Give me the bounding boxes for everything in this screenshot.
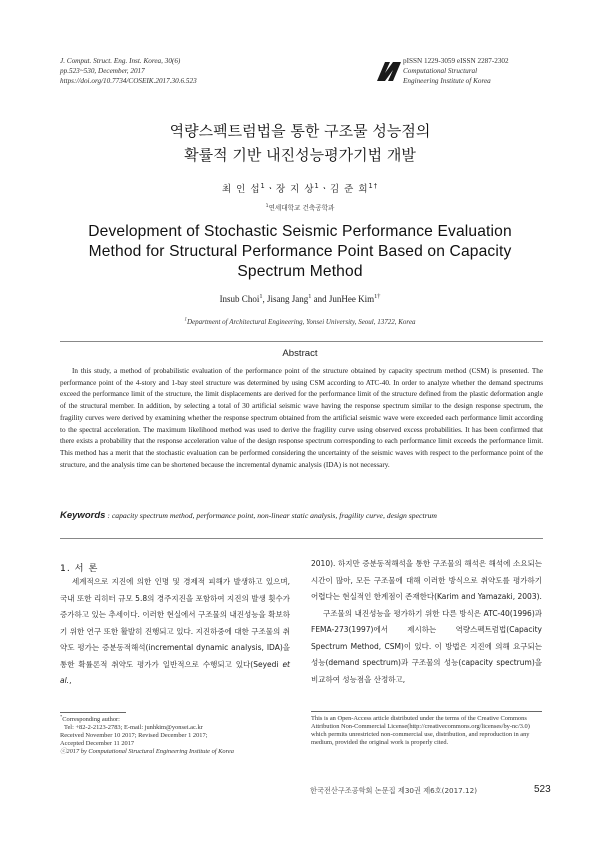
paragraph: 2010). 하지만 증분동적해석을 통한 구조물의 해석은 해석에 소요되는 시간이 많아, 모든 구조물에 대해 이러한 방식으로 취약도를 평가하기 어렵다는 현실적인 한계점이 존재한다(Karim and Yamazaki, 2003).: [311, 559, 542, 601]
paragraph-text-end: ,: [69, 676, 72, 685]
page-number: 523: [534, 784, 551, 795]
abstract-heading: Abstract: [282, 348, 318, 359]
open-access-notice: This is an Open-Access article distributed under the terms of the Creative Commons Attribution Non-Commercial License(http://creativecommons.org/licenses/by-nc/3.0) which permits unrestricted non-commercial use, distribution, and reproduction in any medium, provided the original work is properly cited.: [311, 715, 530, 747]
keywords-separator: :: [105, 511, 112, 520]
keywords-bottom-rule: [60, 538, 543, 539]
keywords-label: Keywords: [60, 510, 106, 521]
author-ko-2-sup: 1: [314, 181, 320, 190]
corresponding-author-label: Corresponding author:: [62, 716, 120, 723]
body-column-right: [311, 556, 542, 688]
english-title: [40, 222, 560, 282]
journal-logo-icon: [376, 60, 402, 82]
doi-link[interactable]: https://doi.org/10.7734/COSEIK.2017.30.6.523: [60, 76, 197, 85]
section-heading-introduction: 1. 서 론: [60, 563, 99, 574]
abstract-body: In this study, a method of probabilistic evaluation of the performance point of the structure obtained by capacity spectrum method (CSM) is presented. The performance point of the 4-story and 1-bay steel structure was determined by using CSM according to ATC-40. In order to analyze whether the demand spectrums exceed the performance limit of the structure, the limit displacements are derived for the performance limit of the structure defined from the plastic deformation angle of the structural member. In addition, by selecting a total of 30 artificial seismic wave having the response spectrum similar to the design response spectrum, the fragility curves were derived by examining whether the response spectrum obtained from the artificial seismic wave were exceeded each performance limit according to the spectral acceleration. The maximum likelihood method was used to derive the fragility curve using observed excess probabilities. It has been confirmed that there exists a probability that the response acceleration value of the design response spectrum corresponding to each performance limit exceeds the performance limit. This method has a merit that the stochastic evaluation can be performed considering the uncertainty of the seismic waves with respect to the performance point of the structure, and the analysis time can be shortened because the incremental dynamic analysis (IDA) is not necessary.: [60, 367, 543, 469]
body-column-left: [60, 574, 290, 690]
paragraph: 구조물의 내진성능을 평가하기 위한 다른 방식은 ATC-40(1996)과 FEMA-273(1997)에서 제시하는 역량스펙트럼법(Capacity Spectrum Method, CSM)이 있다. 이 방법은 지진에 의해 요구되는 성능(demand spectrum)과 구조물의 성능(capacity spectrum)을 비교하여 성능점을 산정하고,: [311, 608, 542, 684]
footnote-corresponding: [60, 713, 292, 756]
affiliation-sup: 1: [265, 203, 269, 209]
english-title-line1: Development of Stochastic Seismic Performance Evaluation: [88, 223, 512, 240]
author-en-1: Insub Choi: [219, 294, 260, 304]
affiliation-en-sup: 1: [184, 317, 187, 323]
author-en-3-sup: 1†: [374, 293, 381, 300]
contact-line: Tel: +82-2-2123-2783; E-mail: junhkim@yonsei.ac.kr: [64, 724, 203, 732]
journal-issn-block: [403, 57, 509, 86]
accepted-line: Accepted December 11 2017: [60, 740, 135, 748]
author-en-2: , Jisang Jang: [262, 294, 309, 304]
author-separator: ㆍ: [265, 184, 276, 195]
korean-authors: [0, 181, 600, 195]
journal-citation: [60, 57, 197, 86]
society-name-line1: Computational Structural: [403, 66, 478, 75]
journal-citation-line: J. Comput. Struct. Eng. Inst. Korea, 30(6): [60, 57, 181, 65]
affiliation-en-text: Department of Architectural Engineering, Yonsei University, Seoul, 13722, Korea: [186, 318, 416, 326]
paragraph: [60, 574, 290, 690]
author-ko-3-sup: 1†: [368, 181, 379, 190]
citation-et-al: et al.: [60, 659, 290, 685]
korean-title-line1: 역량스펙트럼법을 통한 구조물 성능점의: [169, 122, 431, 140]
abstract-top-rule: [60, 341, 543, 342]
author-ko-3: 김 준 희: [329, 184, 369, 195]
keywords: [60, 510, 543, 522]
footnote-rule-left: [60, 712, 126, 713]
author-en-3: and JunHee Kim: [311, 294, 375, 304]
english-title-line3: Spectrum Method: [237, 263, 363, 280]
copyright-line: ⓒ2017 by Computational Structural Engineering Institute of Korea: [60, 748, 234, 756]
english-authors: [0, 294, 600, 304]
paragraph-text: 세계적으로 지진에 의한 인명 및 경제적 피해가 발생하고 있으며, 국내 또한 리히터 규모 5.8의 경주지진을 포함하여 지진의 발생 횟수가 증가하고 있는 추세이다. 이러한 현실에서 구조물의 내진성능을 확보하기 위한 연구 또한 활발히 진행되고 있다. 지진하중에 대한 구조물의 취약도 평가는 증분동적해석(incremental dynamic analysis, IDA)을 통한 확률론적 취약도 평가가 일반적으로 수행되고 있다(Seyedi: [60, 577, 290, 669]
korean-title-line2: 확률적 기반 내진성능평가기법 개발: [184, 146, 416, 164]
korean-affiliation: [0, 202, 600, 212]
korean-title: [0, 119, 600, 167]
society-name-line2: Engineering Institute of Korea: [403, 76, 491, 85]
affiliation-ko-text: 연세대학교 건축공학과: [268, 204, 335, 212]
author-en-1-sup: 1: [259, 293, 263, 300]
footer-journal-name: 한국전산구조공학회 논문집 제30권 제6호(2017.12): [310, 786, 477, 795]
received-line: Received November 10 2017; Revised December 1 2017;: [60, 732, 208, 740]
keywords-text: capacity spectrum method, performance point, non-linear static analysis, fragility curve, design spectrum: [111, 511, 437, 520]
author-ko-1: 최 인 섭: [221, 184, 261, 195]
author-ko-2: 장 지 상: [275, 184, 315, 195]
english-affiliation: [0, 318, 600, 326]
author-ko-1-sup: 1: [260, 181, 266, 190]
footnote-rule-right: [311, 711, 542, 712]
author-en-2-sup: 1: [308, 293, 312, 300]
footnote-star: *: [60, 713, 63, 719]
issn-line: pISSN 1229-3059 eISSN 2287-2302: [403, 57, 509, 65]
author-separator: ㆍ: [319, 184, 330, 195]
journal-pages-line: pp.523~530, December, 2017: [60, 66, 145, 75]
english-title-line2: Method for Structural Performance Point Based on Capacity: [88, 243, 512, 260]
